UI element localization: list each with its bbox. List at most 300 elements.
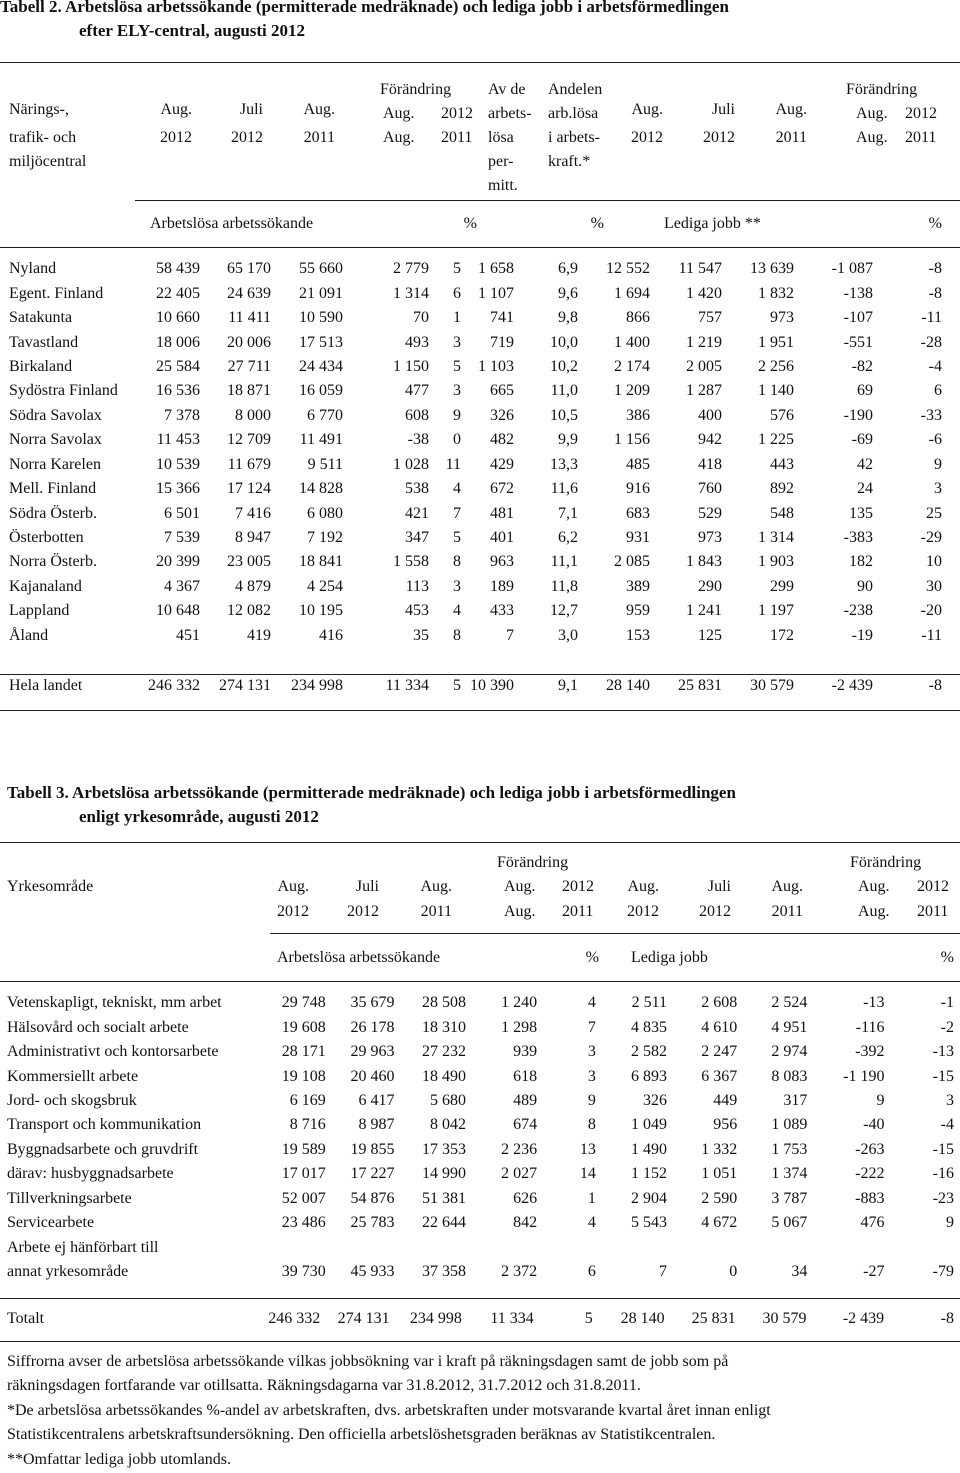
table-cell: -29 bbox=[920, 529, 942, 547]
table-cell: 942 bbox=[698, 431, 722, 449]
region-name: Norra Österb. bbox=[9, 553, 97, 571]
table-cell: 1 400 bbox=[614, 333, 650, 351]
table-cell: 2 524 bbox=[771, 994, 808, 1012]
footnote-line: räkningsdagen fortfarande var otillsatta. Räkningsdagarna var 31.8.2012, 31.7.2012 och 31.8.2011. bbox=[7, 1377, 641, 1395]
table-cell: 7 416 bbox=[235, 504, 271, 522]
table-cell: 6 169 bbox=[289, 1091, 326, 1109]
header-region-3: miljöcentral bbox=[9, 153, 87, 170]
t3-header-change-year-2: 2011 bbox=[562, 903, 594, 920]
table-cell: 11,0 bbox=[550, 382, 578, 400]
table2-total-row bbox=[9, 674, 942, 698]
table-cell: 30 bbox=[926, 577, 942, 595]
table-cell: 234 998 bbox=[291, 677, 343, 695]
table-cell: 2 174 bbox=[614, 357, 650, 375]
table-cell: 27 232 bbox=[422, 1043, 467, 1061]
table-row bbox=[7, 1162, 954, 1186]
header-juli2012-a: Juli bbox=[239, 101, 263, 118]
t3-header-change-year-1: 2012 bbox=[562, 878, 594, 895]
occupation-name: Servicearbete bbox=[7, 1214, 95, 1232]
t3-header-job-change-year-2: 2011 bbox=[917, 903, 949, 920]
t3-header-change-aug-2: Aug. bbox=[504, 903, 536, 920]
table2-header-bottom-rule bbox=[0, 247, 960, 248]
table-cell: 290 bbox=[698, 577, 722, 595]
table-cell: 866 bbox=[626, 309, 650, 327]
table-cell: 973 bbox=[770, 309, 794, 327]
region-name: Norra Savolax bbox=[9, 431, 102, 449]
table-cell: 25 831 bbox=[678, 677, 722, 695]
table-cell: 9 bbox=[934, 455, 942, 473]
table-cell: -11 bbox=[921, 626, 942, 644]
table-cell: 11 491 bbox=[299, 431, 343, 449]
header-avde-4: per- bbox=[488, 153, 514, 170]
table-cell: 24 639 bbox=[227, 284, 271, 302]
total-row bbox=[7, 1307, 954, 1331]
table-cell: 12 082 bbox=[227, 602, 271, 620]
occupation-name: Byggnadsarbete och gruvdrift bbox=[7, 1140, 199, 1158]
table-cell: 3 787 bbox=[771, 1189, 808, 1207]
header-change-aug-2: Aug. bbox=[383, 129, 415, 146]
region-name: Södra Savolax bbox=[9, 406, 102, 424]
t3-header-job-aug2011-a: Aug. bbox=[771, 878, 803, 895]
table-cell: 1 bbox=[453, 309, 461, 327]
table-cell: 35 679 bbox=[350, 994, 395, 1012]
table-cell: -8 bbox=[928, 260, 942, 278]
table-cell: 389 bbox=[626, 577, 650, 595]
table-cell: 25 bbox=[926, 504, 942, 522]
table-cell: 26 178 bbox=[350, 1018, 395, 1036]
occupation-name: Hälsovård och socialt arbete bbox=[7, 1018, 189, 1036]
header-aug2012-b: 2012 bbox=[160, 129, 192, 146]
header-andelen-1: Andelen bbox=[548, 81, 603, 98]
table-cell: 11 334 bbox=[490, 1310, 534, 1328]
table-cell: 17 227 bbox=[350, 1165, 395, 1183]
table-cell-empty bbox=[737, 1235, 807, 1259]
table3-total-row bbox=[7, 1307, 954, 1331]
table-cell: 4 bbox=[587, 1214, 596, 1232]
table-cell: -4 bbox=[928, 357, 942, 375]
table-cell: -116 bbox=[855, 1018, 885, 1036]
table-cell: 8 947 bbox=[235, 529, 271, 547]
t3-header-job-change-aug-1: Aug. bbox=[858, 878, 890, 895]
header-job-juli2012-a: Juli bbox=[711, 101, 735, 118]
table-cell: 1 314 bbox=[393, 284, 429, 302]
table-cell: 760 bbox=[698, 480, 722, 498]
table-cell: 135 bbox=[849, 504, 873, 522]
table-cell: 70 bbox=[413, 309, 429, 327]
table-cell: -883 bbox=[855, 1189, 885, 1207]
table2-bottom-rule bbox=[0, 710, 960, 711]
t3-header-job-aug2012-b: 2012 bbox=[627, 903, 659, 920]
table-cell: 400 bbox=[698, 406, 722, 424]
table-cell: 1 209 bbox=[614, 382, 650, 400]
table-cell: 10 539 bbox=[156, 455, 200, 473]
table-cell: 22 644 bbox=[422, 1214, 467, 1232]
footnote-line: *De arbetslösa arbetssökandes %-andel av arbetskraften, dvs. arbetskraften under motsvarande kvartal året innan enligt bbox=[7, 1401, 771, 1419]
table-cell: -33 bbox=[920, 406, 942, 424]
table-cell: 529 bbox=[698, 504, 722, 522]
table-cell: 6 bbox=[934, 382, 942, 400]
unit-vacancies: Lediga jobb ** bbox=[664, 215, 761, 232]
table-cell: 10 bbox=[926, 553, 942, 571]
table-cell-empty bbox=[667, 1235, 737, 1259]
table-row bbox=[9, 306, 942, 330]
table-cell: -383 bbox=[843, 529, 873, 547]
table-cell: 449 bbox=[713, 1091, 738, 1109]
table-cell: 453 bbox=[405, 602, 429, 620]
table-cell: 2 974 bbox=[771, 1043, 808, 1061]
table-cell: -138 bbox=[843, 284, 873, 302]
table-cell-empty bbox=[596, 1235, 667, 1259]
table-cell: 576 bbox=[770, 406, 794, 424]
t3-header-job-change-aug-2: Aug. bbox=[858, 903, 890, 920]
table-cell: 2 590 bbox=[701, 1189, 738, 1207]
table-cell: 14 828 bbox=[299, 480, 343, 498]
table-cell: 11 679 bbox=[227, 455, 271, 473]
table-cell: 17 353 bbox=[422, 1140, 467, 1158]
table-cell: 5 543 bbox=[631, 1214, 667, 1232]
table-cell: 477 bbox=[405, 382, 429, 400]
table-cell: 6,2 bbox=[558, 529, 578, 547]
occupation-name: därav: husbyggnadsarbete bbox=[7, 1165, 174, 1183]
table-row bbox=[7, 1211, 954, 1235]
table-cell: 719 bbox=[490, 333, 514, 351]
unit-pct-2: % bbox=[590, 215, 604, 232]
table-row bbox=[7, 1260, 954, 1284]
table-row bbox=[7, 1187, 954, 1211]
table-row bbox=[9, 575, 942, 599]
table-cell: 2 005 bbox=[686, 357, 722, 375]
table3-total-top-rule bbox=[0, 1298, 960, 1299]
table-cell: 7 bbox=[659, 1263, 667, 1281]
table-cell: 326 bbox=[643, 1091, 667, 1109]
table-cell: 4 879 bbox=[235, 577, 271, 595]
table-cell: -392 bbox=[855, 1043, 885, 1061]
table-cell: 246 332 bbox=[148, 677, 200, 695]
table-cell: -8 bbox=[928, 677, 942, 695]
t3-header-job-juli2012-a: Juli bbox=[707, 878, 731, 895]
table-cell: 5 680 bbox=[430, 1091, 467, 1109]
t3-header-aug2011-b: 2011 bbox=[420, 903, 452, 920]
table-cell: 1 332 bbox=[701, 1140, 738, 1158]
table-row bbox=[9, 526, 942, 550]
table-cell: 299 bbox=[770, 577, 794, 595]
region-name: Kajanaland bbox=[9, 577, 82, 595]
table-cell: -1 bbox=[940, 994, 954, 1012]
table-cell: 6 080 bbox=[307, 504, 343, 522]
table-cell: 2 256 bbox=[758, 357, 794, 375]
region-name: Lappland bbox=[9, 602, 70, 620]
table-cell: 1 051 bbox=[701, 1165, 738, 1183]
t3-header-job-change-title: Förändring bbox=[850, 854, 922, 871]
table-cell: -82 bbox=[851, 357, 873, 375]
table-cell-empty bbox=[537, 1235, 596, 1259]
table-cell: 51 381 bbox=[422, 1189, 467, 1207]
table-cell: 674 bbox=[513, 1116, 538, 1134]
table-cell: 25 783 bbox=[350, 1214, 395, 1232]
table3-title bbox=[7, 781, 736, 829]
table-cell: 30 579 bbox=[762, 1310, 807, 1328]
total-row bbox=[9, 674, 942, 698]
table-cell: 1 558 bbox=[393, 553, 429, 571]
table-cell: 956 bbox=[713, 1116, 738, 1134]
table-cell: 9 bbox=[453, 406, 461, 424]
table-cell: 489 bbox=[513, 1091, 538, 1109]
table-cell: 3 bbox=[453, 577, 461, 595]
table-cell: 1 241 bbox=[686, 602, 722, 620]
table-cell: 485 bbox=[626, 455, 650, 473]
table-cell: 4 bbox=[453, 480, 461, 498]
table-cell: 28 140 bbox=[620, 1310, 665, 1328]
table-cell: 892 bbox=[770, 480, 794, 498]
table-cell: 13,3 bbox=[550, 455, 578, 473]
table-cell: 1 bbox=[587, 1189, 596, 1207]
table-cell-empty bbox=[394, 1235, 466, 1259]
table-cell: 683 bbox=[626, 504, 650, 522]
table-cell: 317 bbox=[783, 1091, 808, 1109]
table-cell: 16 059 bbox=[299, 382, 343, 400]
table-cell: 931 bbox=[626, 529, 650, 547]
table-cell: 18 006 bbox=[156, 333, 200, 351]
table-cell: 12 552 bbox=[606, 260, 650, 278]
table-cell: 6 bbox=[587, 1263, 596, 1281]
table-cell: -190 bbox=[843, 406, 873, 424]
table-cell: 1 843 bbox=[686, 553, 722, 571]
t3-header-change-title: Förändring bbox=[497, 854, 569, 871]
table-row bbox=[9, 330, 942, 354]
table-row bbox=[7, 1138, 954, 1162]
table-cell: 1 490 bbox=[631, 1140, 667, 1158]
table-cell: 2 511 bbox=[631, 994, 667, 1012]
header-job-change-aug-1: Aug. bbox=[856, 105, 888, 122]
table-cell: 1 197 bbox=[758, 602, 794, 620]
table-cell: -16 bbox=[932, 1165, 954, 1183]
header-job-aug2012-b: 2012 bbox=[631, 129, 663, 146]
table-cell: 6 367 bbox=[701, 1067, 738, 1085]
table-cell: 3 bbox=[946, 1091, 954, 1109]
table-cell: 443 bbox=[770, 455, 794, 473]
table-cell: 5 bbox=[453, 357, 461, 375]
table-cell: 7 bbox=[587, 1018, 596, 1036]
table-cell: 11,6 bbox=[550, 480, 578, 498]
table-cell: 18 310 bbox=[422, 1018, 467, 1036]
table2-top-rule bbox=[0, 62, 960, 63]
table-row bbox=[7, 1113, 954, 1137]
table-row bbox=[9, 257, 942, 281]
table-cell: 1 225 bbox=[758, 431, 794, 449]
table-cell-empty bbox=[252, 1235, 325, 1259]
region-name: Österbotten bbox=[9, 529, 84, 547]
table-cell: 14 bbox=[579, 1165, 596, 1183]
table-cell: 12 709 bbox=[227, 431, 271, 449]
table-cell: 153 bbox=[626, 626, 650, 644]
region-name: Satakunta bbox=[9, 309, 73, 327]
t3-header-juli2012-b: 2012 bbox=[347, 903, 379, 920]
table-cell: 20 006 bbox=[227, 333, 271, 351]
header-juli2012-b: 2012 bbox=[231, 129, 263, 146]
table-cell: -20 bbox=[920, 602, 942, 620]
table-cell: -38 bbox=[407, 431, 429, 449]
table-cell: 8 bbox=[453, 626, 461, 644]
table-cell: 16 536 bbox=[156, 382, 200, 400]
table-cell: 3 bbox=[587, 1067, 596, 1085]
t3-header-area: Yrkesområde bbox=[7, 878, 94, 895]
occupation-name: Jord- och skogsbruk bbox=[7, 1091, 137, 1109]
header-job-aug2011-a: Aug. bbox=[775, 101, 807, 118]
table-cell: 9,6 bbox=[558, 284, 578, 302]
table-cell: 1 314 bbox=[758, 529, 794, 547]
table-cell: 24 bbox=[857, 480, 873, 498]
table-cell: 42 bbox=[857, 455, 873, 473]
table-row bbox=[7, 1089, 954, 1113]
table-cell: 8 987 bbox=[358, 1116, 395, 1134]
table-cell: -4 bbox=[940, 1116, 954, 1134]
table-cell: 8 042 bbox=[430, 1116, 467, 1134]
t3-header-job-aug2012-a: Aug. bbox=[627, 878, 659, 895]
table3-title-line2: enligt yrkesområde, augusti 2012 bbox=[79, 807, 319, 826]
t3-header-aug2012-b: 2012 bbox=[277, 903, 309, 920]
t3-header-job-aug2011-b: 2011 bbox=[771, 903, 803, 920]
table2-title bbox=[0, 0, 729, 43]
table-cell: 1 028 bbox=[393, 455, 429, 473]
occupation-name: Administrativt och kontorsarbete bbox=[7, 1043, 219, 1061]
table-cell: 11 334 bbox=[385, 677, 429, 695]
region-name: Åland bbox=[9, 626, 49, 644]
table-cell: 113 bbox=[405, 577, 429, 595]
table-cell: 1 240 bbox=[501, 994, 538, 1012]
table-cell: 4 835 bbox=[631, 1018, 667, 1036]
table-cell: -1 190 bbox=[843, 1067, 885, 1085]
table-cell: -27 bbox=[863, 1263, 885, 1281]
table3-top-rule bbox=[0, 842, 960, 843]
table-cell: 1 049 bbox=[631, 1116, 667, 1134]
table-cell: 672 bbox=[490, 480, 514, 498]
table-cell: 34 bbox=[791, 1263, 808, 1281]
table-cell: 4 951 bbox=[771, 1018, 808, 1036]
table-cell: 19 855 bbox=[350, 1140, 395, 1158]
t3-header-juli2012-a: Juli bbox=[355, 878, 379, 895]
table-cell: 10 390 bbox=[470, 677, 514, 695]
table-cell: 916 bbox=[626, 480, 650, 498]
table-cell: 65 170 bbox=[227, 260, 271, 278]
table-cell: 18 841 bbox=[299, 553, 343, 571]
table-cell-empty bbox=[466, 1235, 537, 1259]
table-cell: -2 439 bbox=[842, 1310, 885, 1328]
t3-header-job-change-year-1: 2012 bbox=[917, 878, 949, 895]
table-cell: 17 017 bbox=[281, 1165, 326, 1183]
table-cell-empty bbox=[326, 1235, 395, 1259]
table-cell: 493 bbox=[405, 333, 429, 351]
table-cell: 1 420 bbox=[686, 284, 722, 302]
table-cell: 386 bbox=[626, 406, 650, 424]
header-change-title: Förändring bbox=[380, 81, 452, 98]
header-avde-1: Av de bbox=[488, 81, 526, 98]
table-cell: 37 358 bbox=[422, 1263, 467, 1281]
table-cell: 347 bbox=[405, 529, 429, 547]
region-name: Sydöstra Finland bbox=[9, 382, 118, 400]
table-cell: 3,0 bbox=[558, 626, 578, 644]
table-cell: 8 083 bbox=[771, 1067, 808, 1085]
occupation-name: Vetenskapligt, tekniskt, mm arbet bbox=[7, 994, 222, 1012]
table-cell: 11 bbox=[445, 455, 461, 473]
table-cell: 69 bbox=[857, 382, 873, 400]
table2-title-line1: Tabell 2. Arbetslösa arbetssökande (permitterade medräknade) och lediga jobb i arbetsförmedlingen bbox=[0, 0, 729, 16]
occupation-name: Transport och kommunikation bbox=[7, 1116, 202, 1134]
table-cell: 125 bbox=[698, 626, 722, 644]
table-cell: 19 608 bbox=[281, 1018, 326, 1036]
table-cell: 234 998 bbox=[409, 1310, 462, 1328]
table-cell: 15 366 bbox=[156, 480, 200, 498]
header-region-1: Närings-, bbox=[9, 101, 69, 118]
table-cell: 24 434 bbox=[299, 357, 343, 375]
t3-unit-pct-2: % bbox=[940, 949, 954, 966]
table-cell: 419 bbox=[247, 626, 271, 644]
table-row bbox=[9, 550, 942, 574]
header-avde-5: mitt. bbox=[488, 177, 518, 194]
table-row bbox=[7, 1015, 954, 1039]
header-job-change-year-2: 2011 bbox=[905, 129, 937, 146]
unit-pct-1: % bbox=[463, 215, 477, 232]
table-cell: 4 672 bbox=[701, 1214, 738, 1232]
table-row bbox=[7, 1040, 954, 1064]
table-row bbox=[9, 428, 942, 452]
table-cell: -2 bbox=[940, 1018, 954, 1036]
header-change-year-1: 2012 bbox=[441, 105, 473, 122]
table-cell: 23 005 bbox=[227, 553, 271, 571]
t3-unit-pct-1: % bbox=[585, 949, 599, 966]
table-cell: -28 bbox=[920, 333, 942, 351]
table-row bbox=[7, 991, 954, 1015]
total-label: Hela landet bbox=[9, 677, 83, 695]
header-aug2012-a: Aug. bbox=[160, 101, 192, 118]
table-cell: 1 658 bbox=[478, 260, 514, 278]
table-cell: 1 753 bbox=[771, 1140, 808, 1158]
table-cell: 13 639 bbox=[750, 260, 794, 278]
table-cell: 11,8 bbox=[550, 577, 578, 595]
table-row bbox=[9, 404, 942, 428]
table-cell: 274 131 bbox=[219, 677, 271, 695]
table-cell: 0 bbox=[453, 431, 461, 449]
table-cell: 538 bbox=[405, 480, 429, 498]
table-cell: 433 bbox=[490, 602, 514, 620]
table-cell: 3 bbox=[453, 333, 461, 351]
table-cell: 2 582 bbox=[631, 1043, 667, 1061]
table-row bbox=[9, 281, 942, 305]
table-cell: 1 374 bbox=[771, 1165, 808, 1183]
table-cell: 2 085 bbox=[614, 553, 650, 571]
header-andelen-2: arb.lösa bbox=[548, 105, 599, 122]
table-row bbox=[9, 477, 942, 501]
table-cell: 10 195 bbox=[299, 602, 343, 620]
table-cell: 608 bbox=[405, 406, 429, 424]
table-cell: 29 748 bbox=[281, 994, 326, 1012]
unit-unemployed: Arbetslösa arbetssökande bbox=[150, 215, 314, 232]
table3-body bbox=[7, 991, 954, 1284]
table-cell: 5 bbox=[584, 1310, 593, 1328]
table-cell: -13 bbox=[863, 994, 885, 1012]
table-cell: -6 bbox=[928, 431, 942, 449]
table-cell: 429 bbox=[490, 455, 514, 473]
t3-unit-vacancies: Lediga jobb bbox=[631, 949, 708, 966]
table-cell: 13 bbox=[579, 1140, 596, 1158]
table2-sub-rule bbox=[135, 200, 960, 201]
table-cell: 11 453 bbox=[156, 431, 200, 449]
header-avde-2: arbets- bbox=[488, 105, 532, 122]
region-name: Nyland bbox=[9, 260, 57, 278]
table-cell: 7 bbox=[453, 504, 461, 522]
table-cell: 1 951 bbox=[758, 333, 794, 351]
table-cell: 25 584 bbox=[156, 357, 200, 375]
table-cell: 939 bbox=[513, 1043, 538, 1061]
